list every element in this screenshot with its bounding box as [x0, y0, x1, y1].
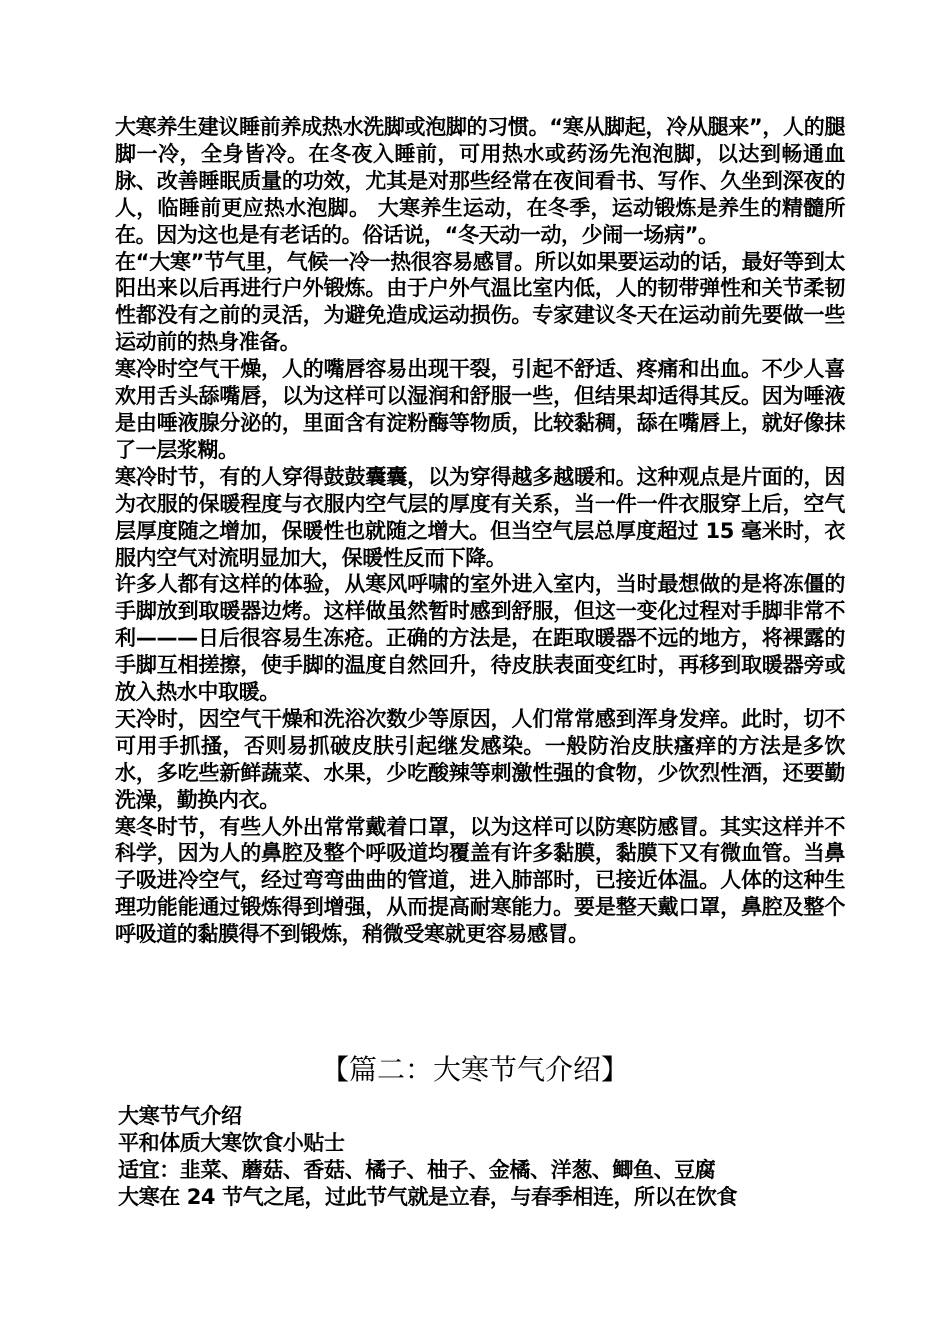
paragraph: 天冷时，因空气干燥和洗浴次数少等原因，人们常常感到浑身发痒。此时，切不可用手抓搔，否则易抓破皮肤引起继发感染。一般防治皮肤瘙痒的方法是多饮水，多吃些新鲜蔬菜、水果，少吃酸辣等刺激性强的食物，少饮烈性酒，还要勤洗澡，勤换内衣。 — [115, 706, 845, 812]
paragraph: 寒冷时空气干燥，人的嘴唇容易出现干裂，引起不舒适、疼痛和出血。不少人喜欢用舌头舔嘴唇，以为这样可以湿润和舒服一些，但结果却适得其反。因为唾液是由唾液腺分泌的，里面含有淀粉酶等物质，比较黏稠，舔在嘴唇上，就好像抹了一层浆糊。 — [115, 357, 845, 462]
paragraph: 大寒在 24 节气之尾，过此节气就是立春，与春季相连，所以在饮食 — [118, 1184, 738, 1209]
section-heading: 【篇二：大寒节气介绍】 — [320, 1053, 629, 1086]
paragraph: 寒冬时节，有些人外出常常戴着口罩，以为这样可以防寒防感冒。其实这样并不科学，因为人的鼻腔及整个呼吸道均覆盖有许多黏膜，黏膜下又有微血管。当鼻子吸进冷空气，经过弯弯曲曲的管道，进入肺部时，已接近体温。人体的这种生理功能能通过锻炼得到增强，从而提高耐寒能力。要是整天戴口罩，鼻腔及整个呼吸道的黏膜得不到锻炼，稍微受寒就更容易感冒。 — [115, 814, 845, 947]
article-body — [115, 114, 845, 948]
section-intro — [118, 1103, 848, 1211]
paragraph: 在“大寒”节气里，气候一冷一热很容易感冒。所以如果要运动的话，最好等到太阳出来以后再进行户外锻炼。由于户外气温比室内低，人的韧带弹性和关节柔韧性都没有之前的灵活，为避免造成运动损伤。专家建议冬天在运动前先要做一些运动前的热身准备。 — [115, 249, 845, 355]
tip-foods: 适宜：韭菜、蘑菇、香菇、橘子、柚子、金橘、洋葱、鲫鱼、豆腐 — [118, 1157, 716, 1182]
paragraph: 大寒养生建议睡前养成热水洗脚或泡脚的习惯。“寒从脚起，冷从腿来”，人的腿脚一冷，全身皆冷。在冬夜入睡前，可用热水或药汤先泡泡脚，以达到畅通血脉、改善睡眠质量的功效，尤其是对那些经常在夜间看书、写作、久坐到深夜的人，临睡前更应热水泡脚。 大寒养生运动，在冬季，运动锻炼是养生的精髓所在。因为这也是有老话的。俗话说，“冬天动一动，少闹一场病”。 — [115, 115, 845, 247]
paragraph: 许多人都有这样的体验，从寒风呼啸的室外进入室内，当时最想做的是将冻僵的手脚放到取暖器边烤。这样做虽然暂时感到舒服，但这一变化过程对手脚非常不利———日后很容易生冻疮。正确的方法是，在距取暖器不远的地方，将裸露的手脚互相搓擦，使手脚的温度自然回升，待皮肤表面变红时，再移到取暖器旁或放入热水中取暖。 — [115, 572, 845, 705]
paragraph: 寒冷时节，有的人穿得鼓鼓囊囊，以为穿得越多越暖和。这种观点是片面的，因为衣服的保暖程度与衣服内空气层的厚度有关系，当一件一件衣服穿上后，空气层厚度随之增加，保暖性也就随之增大。但当空气层总厚度超过 15 毫米时，衣服内空气对流明显加大，保暖性反而下降。 — [115, 464, 845, 570]
subheading: 大寒节气介绍 — [118, 1104, 242, 1128]
tip-title: 平和体质大寒饮食小贴士 — [118, 1130, 345, 1155]
